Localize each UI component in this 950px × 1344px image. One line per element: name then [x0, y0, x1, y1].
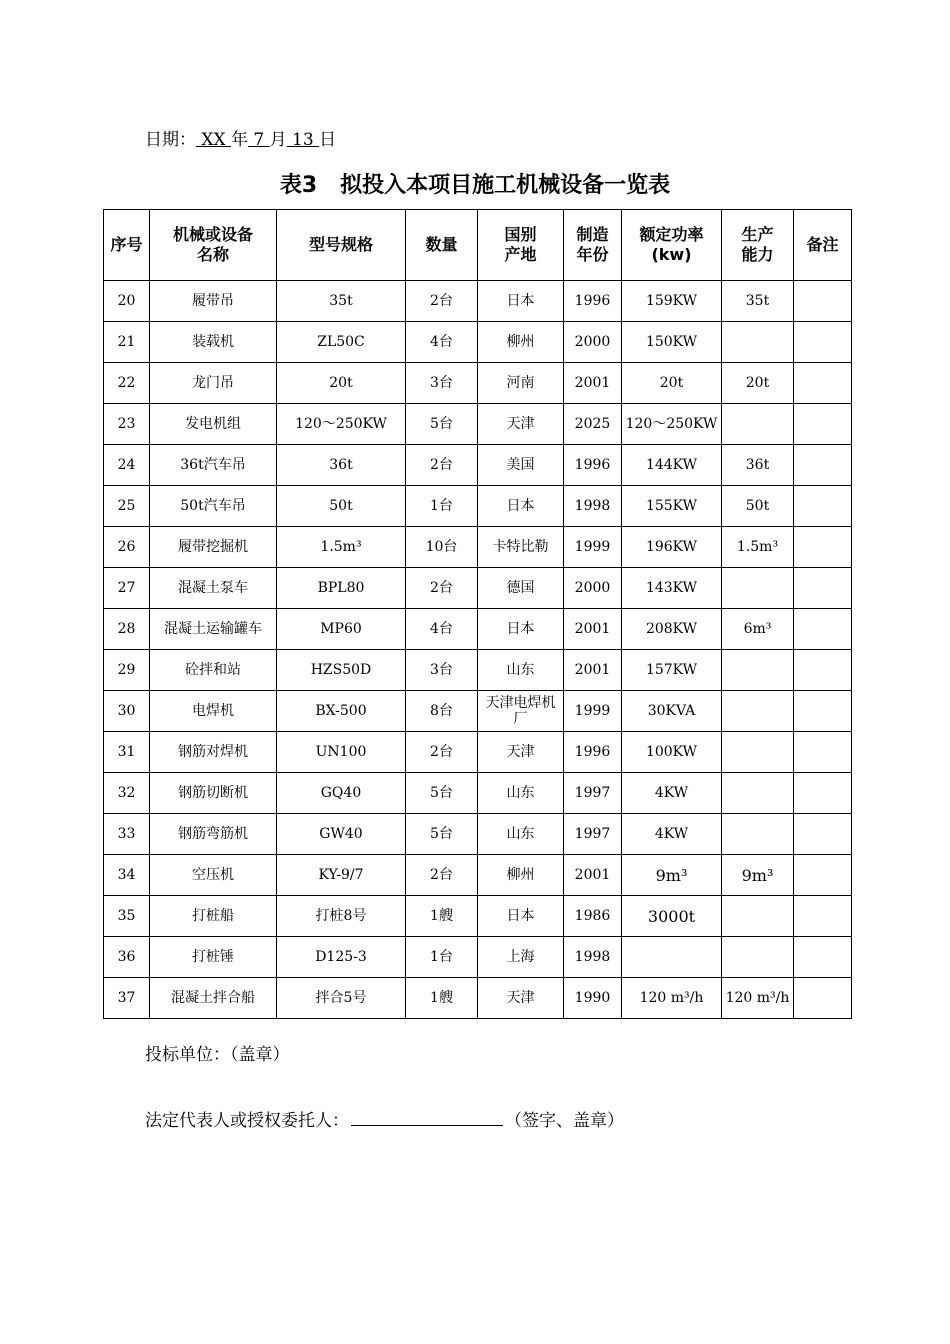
- cell-power: 159KW: [622, 281, 722, 322]
- date-month: 7: [248, 130, 270, 150]
- cell-seq: 30: [104, 691, 150, 732]
- cell-name: 混凝土拌合船: [150, 978, 277, 1019]
- cell-origin: 美国: [478, 445, 564, 486]
- header-model: 型号规格: [277, 210, 406, 281]
- cell-seq: 36: [104, 937, 150, 978]
- cell-origin: 山东: [478, 814, 564, 855]
- cell-power: 157KW: [622, 650, 722, 691]
- cell-qty: 2台: [406, 855, 478, 896]
- header-origin: 国别 产地: [478, 210, 564, 281]
- cell-model: KY-9/7: [277, 855, 406, 896]
- cell-note: [794, 568, 852, 609]
- cell-model: 36t: [277, 445, 406, 486]
- cell-power: 208KW: [622, 609, 722, 650]
- cell-qty: 1台: [406, 486, 478, 527]
- cell-model: 120～250KW: [277, 404, 406, 445]
- table-row: [104, 486, 852, 527]
- cell-year: 2001: [564, 855, 622, 896]
- cell-capacity: 1.5m³: [722, 527, 794, 568]
- cell-note: [794, 650, 852, 691]
- cell-seq: 29: [104, 650, 150, 691]
- cell-year: 1996: [564, 445, 622, 486]
- table-row: [104, 568, 852, 609]
- cell-note: [794, 691, 852, 732]
- cell-origin: 日本: [478, 609, 564, 650]
- cell-origin: 天津: [478, 978, 564, 1019]
- cell-note: [794, 896, 852, 937]
- cell-model: UN100: [277, 732, 406, 773]
- cell-seq: 21: [104, 322, 150, 363]
- cell-origin: 山东: [478, 650, 564, 691]
- table-row: [104, 814, 852, 855]
- cell-qty: 3台: [406, 363, 478, 404]
- cell-name: 发电机组: [150, 404, 277, 445]
- cell-seq: 23: [104, 404, 150, 445]
- cell-name: 装载机: [150, 322, 277, 363]
- cell-model: 1.5m³: [277, 527, 406, 568]
- cell-qty: 4台: [406, 609, 478, 650]
- cell-year: 1997: [564, 814, 622, 855]
- cell-year: 1998: [564, 937, 622, 978]
- cell-power: 120 m³/h: [622, 978, 722, 1019]
- cell-model: 20t: [277, 363, 406, 404]
- date-label: 日期：: [145, 130, 196, 150]
- cell-power: 155KW: [622, 486, 722, 527]
- cell-power: 120～250KW: [622, 404, 722, 445]
- cell-note: [794, 322, 852, 363]
- cell-power: 9m³: [622, 855, 722, 896]
- cell-seq: 24: [104, 445, 150, 486]
- cell-capacity: 9m³: [722, 855, 794, 896]
- cell-capacity: 20t: [722, 363, 794, 404]
- cell-capacity: [722, 732, 794, 773]
- cell-seq: 22: [104, 363, 150, 404]
- cell-capacity: [722, 404, 794, 445]
- cell-qty: 2台: [406, 281, 478, 322]
- representative-line: [145, 1106, 624, 1131]
- cell-seq: 34: [104, 855, 150, 896]
- cell-power: 4KW: [622, 814, 722, 855]
- header-power: 额定功率 (kw): [622, 210, 722, 281]
- table-row: [104, 322, 852, 363]
- cell-model: 35t: [277, 281, 406, 322]
- equipment-table: [103, 209, 852, 1019]
- cell-capacity: [722, 650, 794, 691]
- cell-name: 打桩船: [150, 896, 277, 937]
- cell-name: 36t汽车吊: [150, 445, 277, 486]
- signature-field[interactable]: [351, 1109, 503, 1126]
- cell-seq: 35: [104, 896, 150, 937]
- cell-note: [794, 527, 852, 568]
- cell-seq: 31: [104, 732, 150, 773]
- cell-model: ZL50C: [277, 322, 406, 363]
- cell-capacity: [722, 568, 794, 609]
- cell-capacity: 35t: [722, 281, 794, 322]
- cell-power: 100KW: [622, 732, 722, 773]
- cell-year: 1998: [564, 486, 622, 527]
- cell-note: [794, 855, 852, 896]
- table-row: [104, 937, 852, 978]
- cell-qty: 1艘: [406, 978, 478, 1019]
- cell-model: 打桩8号: [277, 896, 406, 937]
- cell-model: GQ40: [277, 773, 406, 814]
- cell-qty: 1台: [406, 937, 478, 978]
- table-row: [104, 281, 852, 322]
- cell-origin: 日本: [478, 281, 564, 322]
- cell-name: 龙门吊: [150, 363, 277, 404]
- cell-name: 混凝土泵车: [150, 568, 277, 609]
- cell-year: 1999: [564, 691, 622, 732]
- cell-note: [794, 732, 852, 773]
- cell-capacity: [722, 814, 794, 855]
- date-year-unit: 年: [231, 130, 249, 150]
- cell-power: 20t: [622, 363, 722, 404]
- cell-model: BPL80: [277, 568, 406, 609]
- cell-qty: 2台: [406, 445, 478, 486]
- cell-name: 空压机: [150, 855, 277, 896]
- table-row: [104, 445, 852, 486]
- cell-seq: 37: [104, 978, 150, 1019]
- cell-origin: 日本: [478, 486, 564, 527]
- cell-power: 196KW: [622, 527, 722, 568]
- cell-origin: 山东: [478, 773, 564, 814]
- cell-note: [794, 937, 852, 978]
- cell-capacity: 36t: [722, 445, 794, 486]
- cell-origin: 德国: [478, 568, 564, 609]
- representative-label: 法定代表人或授权委托人：: [145, 1111, 349, 1131]
- cell-capacity: [722, 773, 794, 814]
- cell-origin: 日本: [478, 896, 564, 937]
- cell-qty: 10台: [406, 527, 478, 568]
- date-day-unit: 日: [319, 130, 337, 150]
- table-row: [104, 855, 852, 896]
- cell-origin: 天津: [478, 732, 564, 773]
- cell-capacity: [722, 937, 794, 978]
- cell-qty: 2台: [406, 568, 478, 609]
- table-row: [104, 609, 852, 650]
- cell-power: 4KW: [622, 773, 722, 814]
- header-qty: 数量: [406, 210, 478, 281]
- date-month-unit: 月: [269, 130, 287, 150]
- cell-qty: 5台: [406, 404, 478, 445]
- cell-power: 150KW: [622, 322, 722, 363]
- representative-suffix: （签字、盖章）: [505, 1111, 624, 1131]
- cell-model: 拌合5号: [277, 978, 406, 1019]
- header-year: 制造 年份: [564, 210, 622, 281]
- table-row: [104, 978, 852, 1019]
- cell-year: 1996: [564, 732, 622, 773]
- cell-model: MP60: [277, 609, 406, 650]
- table-row: [104, 527, 852, 568]
- cell-capacity: [722, 322, 794, 363]
- header-name: 机械或设备 名称: [150, 210, 277, 281]
- cell-year: 2001: [564, 609, 622, 650]
- cell-qty: 4台: [406, 322, 478, 363]
- cell-note: [794, 445, 852, 486]
- cell-power: 3000t: [622, 896, 722, 937]
- cell-model: D125-3: [277, 937, 406, 978]
- date-year: XX: [196, 130, 232, 150]
- cell-model: BX-500: [277, 691, 406, 732]
- cell-name: 砼拌和站: [150, 650, 277, 691]
- cell-qty: 5台: [406, 773, 478, 814]
- cell-qty: 1艘: [406, 896, 478, 937]
- cell-seq: 25: [104, 486, 150, 527]
- cell-year: 2025: [564, 404, 622, 445]
- cell-qty: 5台: [406, 814, 478, 855]
- cell-name: 履带挖掘机: [150, 527, 277, 568]
- cell-name: 电焊机: [150, 691, 277, 732]
- cell-note: [794, 609, 852, 650]
- cell-name: 打桩锤: [150, 937, 277, 978]
- cell-capacity: 6m³: [722, 609, 794, 650]
- cell-seq: 27: [104, 568, 150, 609]
- cell-name: 钢筋对焊机: [150, 732, 277, 773]
- cell-year: 1997: [564, 773, 622, 814]
- cell-power: 30KVA: [622, 691, 722, 732]
- cell-seq: 33: [104, 814, 150, 855]
- date-line: [145, 125, 336, 150]
- header-note: 备注: [794, 210, 852, 281]
- cell-seq: 28: [104, 609, 150, 650]
- table-row: [104, 691, 852, 732]
- cell-name: 50t汽车吊: [150, 486, 277, 527]
- cell-year: 2000: [564, 568, 622, 609]
- cell-year: 1990: [564, 978, 622, 1019]
- cell-seq: 20: [104, 281, 150, 322]
- cell-name: 履带吊: [150, 281, 277, 322]
- cell-origin: 天津: [478, 404, 564, 445]
- cell-year: 1999: [564, 527, 622, 568]
- cell-capacity: 50t: [722, 486, 794, 527]
- cell-power: [622, 937, 722, 978]
- table-row: [104, 650, 852, 691]
- cell-year: 2001: [564, 363, 622, 404]
- cell-note: [794, 281, 852, 322]
- cell-name: 钢筋弯筋机: [150, 814, 277, 855]
- cell-note: [794, 814, 852, 855]
- cell-name: 钢筋切断机: [150, 773, 277, 814]
- header-seq: 序号: [104, 210, 150, 281]
- bidder-unit-line: 投标单位：（盖章）: [145, 1045, 290, 1065]
- table-row: [104, 732, 852, 773]
- cell-note: [794, 363, 852, 404]
- table-row: [104, 773, 852, 814]
- cell-origin: 上海: [478, 937, 564, 978]
- cell-seq: 32: [104, 773, 150, 814]
- table-row: [104, 404, 852, 445]
- cell-model: 50t: [277, 486, 406, 527]
- cell-origin: 柳州: [478, 322, 564, 363]
- cell-model: GW40: [277, 814, 406, 855]
- document-title: 表3 拟投入本项目施工机械设备一览表: [279, 173, 671, 198]
- cell-note: [794, 404, 852, 445]
- cell-seq: 26: [104, 527, 150, 568]
- cell-year: 1986: [564, 896, 622, 937]
- cell-power: 143KW: [622, 568, 722, 609]
- cell-origin: 柳州: [478, 855, 564, 896]
- cell-year: 2001: [564, 650, 622, 691]
- cell-capacity: [722, 691, 794, 732]
- cell-qty: 8台: [406, 691, 478, 732]
- cell-year: 1996: [564, 281, 622, 322]
- cell-qty: 2台: [406, 732, 478, 773]
- cell-name: 混凝土运输罐车: [150, 609, 277, 650]
- cell-capacity: [722, 896, 794, 937]
- table-row: [104, 363, 852, 404]
- cell-note: [794, 978, 852, 1019]
- cell-year: 2000: [564, 322, 622, 363]
- header-capacity: 生产 能力: [722, 210, 794, 281]
- cell-origin: 天津电焊机厂: [478, 691, 564, 732]
- cell-origin: 河南: [478, 363, 564, 404]
- cell-power: 144KW: [622, 445, 722, 486]
- cell-note: [794, 486, 852, 527]
- table-row: [104, 896, 852, 937]
- table-header-row: [104, 210, 852, 281]
- cell-note: [794, 773, 852, 814]
- cell-qty: 3台: [406, 650, 478, 691]
- date-day: 13: [286, 130, 320, 150]
- cell-origin: 卡特比勒: [478, 527, 564, 568]
- cell-capacity: 120 m³/h: [722, 978, 794, 1019]
- cell-model: HZS50D: [277, 650, 406, 691]
